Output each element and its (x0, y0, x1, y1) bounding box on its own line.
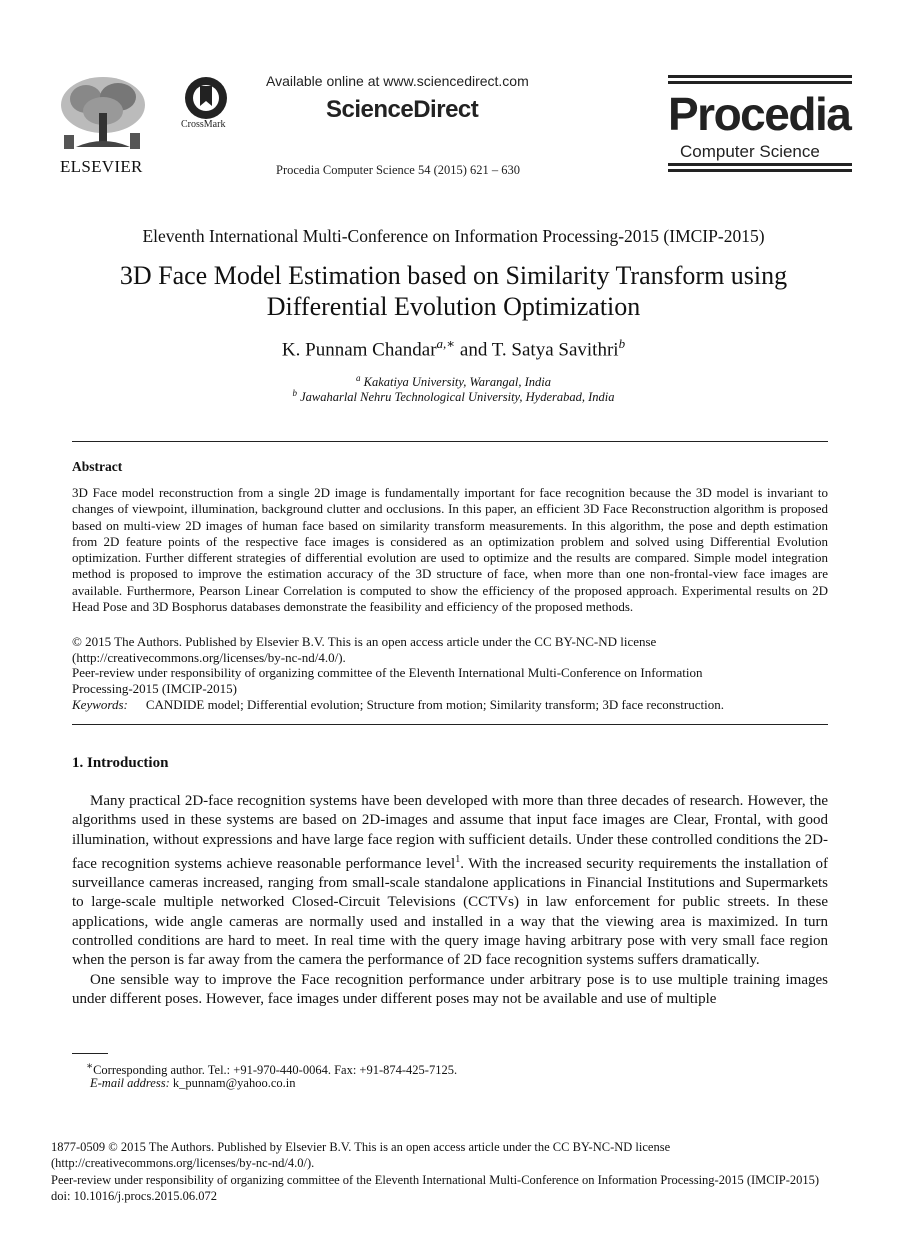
keywords-text: CANDIDE model; Differential evolution; Structure from motion; Similarity transform; 3D face reconstruction. (145, 697, 724, 712)
introduction-body (72, 792, 828, 1009)
authors-and: and (455, 339, 492, 361)
authors (0, 336, 907, 361)
footer-doi[interactable]: doi: 10.1016/j.procs.2015.06.072 (51, 1188, 217, 1203)
email-label: E-mail address: (90, 1076, 170, 1090)
journal-citation: Procedia Computer Science 54 (2015) 621 – 630 (276, 163, 521, 177)
license-link[interactable]: (http://creativecommons.org/licenses/by-nc-nd/4.0/). (72, 649, 346, 665)
footnote-rule (72, 1053, 108, 1054)
procedia-wordmark: Procedia (668, 88, 851, 140)
citation-ref-1[interactable]: 1 (455, 853, 461, 865)
peer-review-line-1: Peer-review under responsibility of organizing committee of the Eleventh International Multi-Conference on Information (72, 665, 703, 680)
title-line-2: Differential Evolution Optimization (266, 292, 641, 321)
footnote-email (72, 1075, 846, 1091)
elsevier-wordmark: ELSEVIER (60, 157, 143, 176)
intro-p1-part-a: Many practical 2D-face recognition systems have been developed with more than three decades of research. However, the algorithms used in these systems are based on 2D-images and assume that input face images are Clear, Frontal, with good illumination, without expressions and have large face region with sufficient details. Under these controlled conditions the 2D-face recognition systems achieve reasonable performance level (72, 793, 828, 872)
intro-paragraph-1 (72, 792, 828, 971)
affiliation-b-text: Jawaharlal Nehru Technological University, Hyderabad, India (300, 390, 615, 405)
copyright-line-1: © 2015 The Authors. Published by Elsevier B.V. This is an open access article under the CC BY-NC-ND license (72, 634, 657, 649)
footer-license-link[interactable]: (http://creativecommons.org/licenses/by-nc-nd/4.0/). (51, 1156, 315, 1171)
conference-name: Eleventh International Multi-Conference on Information Processing-2015 (IMCIP-2015) (142, 226, 765, 246)
abstract-top-rule (72, 441, 828, 442)
keywords-row (72, 697, 828, 713)
footnote-corresponding-text: Corresponding author. Tel.: +91-970-440-0064. Fax: +91-874-425-7125. (93, 1063, 458, 1078)
peer-review-line-2: Processing-2015 (IMCIP-2015) (72, 680, 238, 696)
abstract-text: 3D Face model reconstruction from a single 2D image is fundamentally important for face recognition because the 3D model is invariant to changes of viewpoint, illumination, background clutter and occlusions. In this paper, an efficient 3D Face Reconstruction algorithm is proposed based on multi-view 2D images of human face based on similarity transform measurements. In this algorithm, the pose and depth estimation from 2D feature points of the respective face images is considered as an optimization problem and solved using Differential Evolution optimization. Further different strategies of differential evolution are used to optimize and the results are compared. Simple model integration method is proposed to improve the estimation accuracy of the 3D structure of face, when more than one non-frontal-view face images are available. Furthermore, Pearson Linear Correlation is computed to show the efficiency of the proposed approach. Experimental results on 2D Head Pose and 3D Bosphorus databases demonstrate the feasibility and efficiency of the proposed methods. (72, 485, 828, 615)
section-heading-introduction: 1. Introduction (72, 755, 169, 771)
author-1-sup: a,∗ (436, 336, 456, 351)
author-2-sup: b (618, 336, 626, 351)
keywords-label: Keywords: (72, 697, 128, 712)
footer-line-1: 1877-0509 © 2015 The Authors. Published by Elsevier B.V. This is an open access article under the CC BY-NC-ND license (51, 1140, 671, 1154)
affiliation-b-sup: b (292, 388, 297, 398)
affiliation-a-text: Kakatiya University, Warangal, India (363, 375, 551, 390)
elsevier-tree-logo-icon (56, 75, 150, 155)
title-line-1: 3D Face Model Estimation based on Similarity Transform using (119, 261, 788, 290)
abstract-heading: Abstract (72, 459, 123, 474)
author-1: K. Punnam Chandar (281, 339, 437, 361)
footer-line-3: Peer-review under responsibility of organizing committee of the Eleventh International Multi-Conference on Information Processing-2015 (IMCIP-2015) (51, 1172, 820, 1187)
author-2: T. Satya Savithri (491, 339, 619, 361)
intro-p1-part-b: . With the increased security requirements the installation of surveillance cameras increased, ranging from small-scale standalone applications in Financial Institutions and Supermarkets to large-scale multiple networked Closed-Circuit Televisions (CCTVs) in law enforcement for public streets. In these applications, wide angle cameras are normally used and installed in a way that the viewing area is maximized. In turn controlled conditions are hard to meet. In real time with the query image having arbitrary pose with very small face region when the person is far away from the camera the performance of 2D face recognition systems suffers dramatically. (72, 855, 828, 969)
abstract-bottom-rule (72, 724, 828, 725)
affiliation-b (0, 388, 907, 405)
procedia-subtitle: Computer Science (680, 142, 820, 161)
affiliation-a-sup: a (356, 373, 361, 383)
footnote-mark: ∗ (86, 1061, 94, 1072)
sciencedirect-wordmark: ScienceDirect (326, 96, 479, 123)
page-footer (51, 1139, 861, 1204)
email-link[interactable]: k_punnam@yahoo.co.in (172, 1076, 296, 1090)
copyright-block (72, 634, 828, 696)
crossmark-label: CrossMark (181, 119, 226, 130)
available-online-text[interactable]: Available online at www.sciencedirect.com (266, 73, 529, 89)
intro-paragraph-2: One sensible way to improve the Face recognition performance under arbitrary pose is to use multiple training images under different poses. However, face images under different poses may not be available and use of multiple (72, 971, 828, 1007)
paper-title (60, 260, 847, 322)
